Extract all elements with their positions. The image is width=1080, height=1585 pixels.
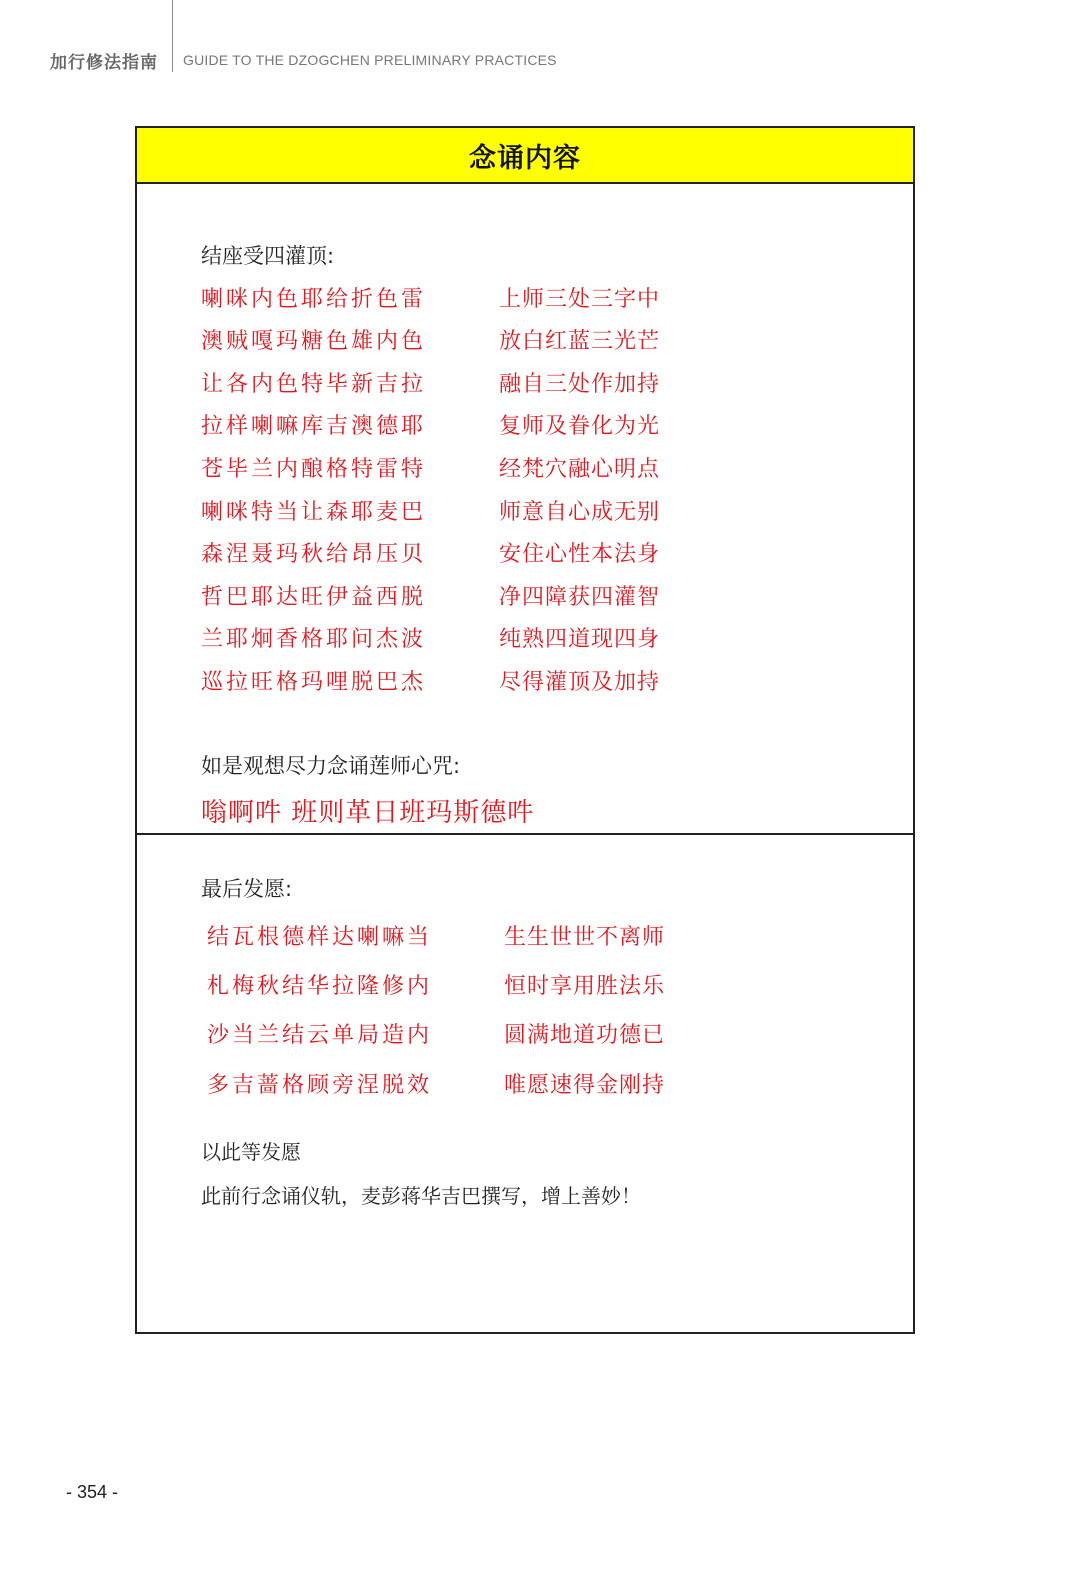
verse-translation: 圆满地道功德已 <box>504 1023 666 1048</box>
verse-translation: 经梵穴融心明点 <box>499 457 661 482</box>
verse-phonetic: 苍毕兰内酿格特雷特 <box>201 457 427 482</box>
verse-phonetic: 哲巴耶达旺伊益西脱 <box>201 585 427 610</box>
verse-translation: 纯熟四道现四身 <box>499 627 661 652</box>
mantra-label: 如是观想尽力念诵莲师心咒: <box>201 754 461 778</box>
verse-phonetic: 多吉蔷格顾旁涅脱效 <box>207 1073 433 1098</box>
verse-translation: 安住心性本法身 <box>499 542 661 567</box>
verse-translation: 恒时享用胜法乐 <box>504 974 666 999</box>
section2-label: 最后发愿: <box>201 877 293 901</box>
closing-line-1: 以此等发愿 <box>201 1140 301 1164</box>
verse-phonetic: 让各内色特毕新吉拉 <box>201 372 427 397</box>
section-divider <box>137 833 913 835</box>
verse-phonetic: 札梅秋结华拉隆修内 <box>207 974 433 999</box>
section1-label: 结座受四灌顶: <box>201 244 335 268</box>
verse-translation: 净四障获四灌智 <box>499 585 661 610</box>
verse-phonetic: 喇咪特当让森耶麦巴 <box>201 500 427 525</box>
verse-phonetic: 结瓦根德样达喇嘛当 <box>207 925 433 950</box>
verse-phonetic: 沙当兰结云单局造内 <box>207 1023 433 1048</box>
mantra-text: 嗡啊吽 班则革日班玛斯德吽 <box>201 798 535 828</box>
closing-line-2: 此前行念诵仪轨，麦彭蒋华吉巴撰写，增上善妙！ <box>201 1184 641 1208</box>
box-title: 念诵内容 <box>137 128 913 184</box>
verse-translation: 生生世世不离师 <box>504 925 666 950</box>
verse-translation: 唯愿速得金刚持 <box>504 1073 666 1098</box>
verse-phonetic: 森涅聂玛秋给昂压贝 <box>201 542 427 567</box>
book-title-en: GUIDE TO THE DZOGCHEN PRELIMINARY PRACTICES <box>183 52 557 68</box>
book-title-cn: 加行修法指南 <box>50 53 158 73</box>
recitation-box <box>135 126 915 1334</box>
verse-phonetic: 兰耶炯香格耶问杰波 <box>201 627 427 652</box>
verse-translation: 复师及眷化为光 <box>499 414 661 439</box>
verse-translation: 放白红蓝三光芒 <box>499 329 661 354</box>
verse-phonetic: 巡拉旺格玛哩脱巴杰 <box>201 670 427 695</box>
verse-translation: 尽得灌顶及加持 <box>499 670 661 695</box>
header-divider <box>172 0 173 72</box>
verse-translation: 师意自心成无别 <box>499 500 661 525</box>
verse-translation: 融自三处作加持 <box>499 372 661 397</box>
verse-translation: 上师三处三字中 <box>499 287 661 312</box>
verse-phonetic: 拉样喇嘛库吉澳德耶 <box>201 414 427 439</box>
verse-phonetic: 澳贼嘎玛糖色雄内色 <box>201 329 427 354</box>
page-number: - 354 - <box>66 1482 119 1502</box>
verse-phonetic: 喇咪内色耶给折色雷 <box>201 287 427 312</box>
